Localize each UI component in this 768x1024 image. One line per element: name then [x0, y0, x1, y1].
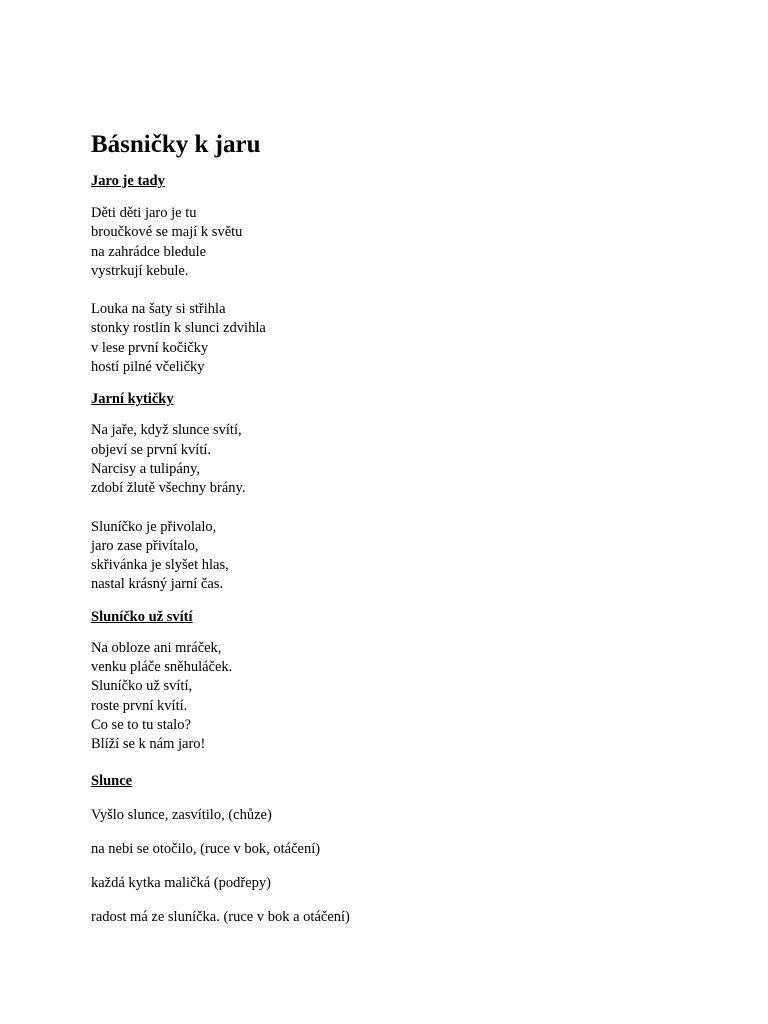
verse-line: Na obloze ani mráček,: [91, 639, 222, 656]
poem: [91, 608, 711, 755]
verse-line: nastal krásný jarní čas.: [91, 576, 224, 593]
poem-title: Slunce: [91, 772, 133, 789]
poem: [91, 172, 711, 377]
paragraph: Vyšlo slunce, zasvítilo, (chůze): [91, 806, 272, 823]
verse-line: Děti děti jaro je tu: [91, 205, 197, 221]
verse-line: hostí pilné včeličky: [91, 359, 205, 376]
document-page: [91, 128, 711, 927]
verse-line: Co se to tu stalo?: [91, 716, 191, 733]
verse-line: skřivánka je slyšet hlas,: [91, 557, 229, 574]
poem: [91, 390, 711, 594]
stanza: [91, 204, 711, 281]
verse-line: broučkové se mají k světu: [91, 224, 243, 241]
stanza: [91, 421, 711, 498]
verse-line: roste první kvítí.: [91, 697, 188, 714]
verse-line: Narcisy a tulipány,: [91, 460, 200, 477]
paragraph: na nebi se otočilo, (ruce v bok, otáčení): [91, 840, 321, 857]
poem: [91, 772, 711, 927]
verse-line: v lese první kočičky: [91, 339, 209, 356]
verse-line: Blíží se k nám jaro!: [91, 736, 206, 753]
paragraph: každá kytka maličká (podřepy): [91, 874, 271, 891]
document-title: Básničky k jaru: [91, 131, 261, 158]
poem-title: Jaro je tady: [91, 173, 165, 189]
stanza: [91, 639, 711, 755]
verse-line: Louka na šaty si střihla: [91, 301, 226, 318]
verse-line: objeví se první kvítí.: [91, 441, 212, 458]
verse-line: na zahrádce bledule: [91, 243, 207, 260]
verse-line: Sluníčko už svítí,: [91, 678, 193, 695]
poem-title: Jarní kytičky: [91, 391, 174, 408]
verse-line: stonky rostlin k slunci zdvihla: [91, 320, 266, 337]
paragraph: radost má ze sluníčka. (ruce v bok a otáčení): [91, 908, 350, 925]
poem-title: Sluníčko už svítí: [91, 608, 193, 625]
verse-line: Na jaře, když slunce svítí,: [91, 422, 242, 439]
verse-line: Sluníčko je přivolalo,: [91, 518, 217, 535]
verse-line: jaro zase přivítalo,: [91, 537, 199, 554]
verse-line: vystrkují kebule.: [91, 262, 189, 279]
stanza: [91, 300, 711, 377]
verse-line: zdobí žlutě všechny brány.: [91, 480, 246, 497]
verse-line: venku pláče sněhuláček.: [91, 659, 233, 676]
stanza: [91, 518, 711, 595]
